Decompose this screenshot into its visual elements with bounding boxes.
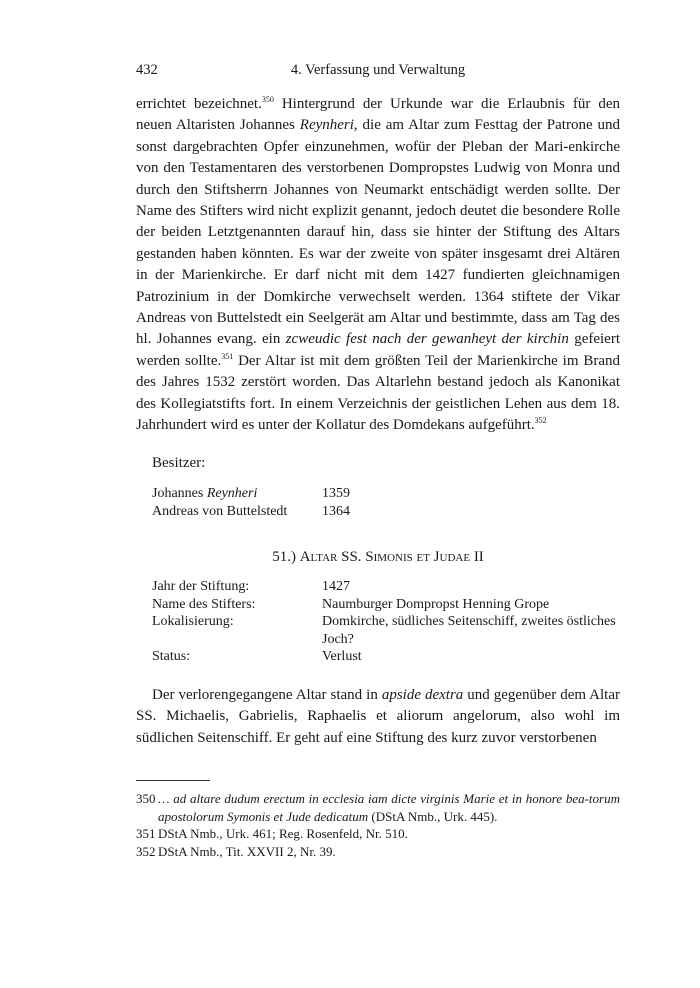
footnote-divider (136, 780, 210, 781)
text-run: , die am Altar zum Festtag der Patrone und sonst dargebrachten Opfer einzunehmen, wofür der Pleban der Mari-enkirche von den Testamentaren des verstorbenen Dompropstes Ludwig von Monra und durch den Stiftsherrn Johannes von Neumarkt entschädigt werden sollte. Der Name des Stifters wird nicht explizit genannt, jedoch deutet die besondere Rolle der beiden Letztgenannten darauf hin, dass sie hinter der Stiftung des Altars gestanden haben könnten. Es war der zweite von später insgesamt drei Altären in der Marienkirche. Er darf nicht mit dem 1427 fundierten gleichnamigen Patrozinium in der Domkirche verwechselt werden. 1364 stiftete der Vikar Andreas von Buttelstedt ein Seelgerät am Altar und bestimmte, dass am Tag des hl. Johannes evang. ein (136, 117, 620, 348)
footnote-351 (136, 825, 620, 843)
footnote-number: 352 (136, 843, 156, 859)
section-heading: 51.) Altar SS. Simonis et Judae II (272, 549, 484, 565)
meta-label: Jahr der Stiftung: (152, 579, 250, 594)
footnote-ref-350[interactable]: 350 (261, 95, 274, 104)
page-number: 432 (136, 62, 158, 78)
text-run: gefeiert werden sollte. (136, 331, 620, 369)
footnote-ref-351[interactable]: 351 (221, 351, 234, 361)
meta-label: Name des Stifters: (152, 596, 256, 612)
meta-row (152, 648, 620, 666)
owner-year: 1359 (322, 486, 350, 501)
owner-name: Johannes Reynheri (152, 486, 258, 501)
text-run: Hintergrund der Urkunde war die Erlaubnis für den neuen Altaristen Johannes (136, 96, 620, 134)
meta-row (152, 578, 620, 596)
meta-value: Naumburger Dompropst Henning Grope (322, 596, 550, 612)
italic-phrase: apside dextra (381, 687, 464, 703)
page-header (136, 62, 620, 82)
owner-row (152, 503, 350, 521)
footnote-352 (136, 843, 620, 861)
footnote-text: … ad altare dudum erectum in ecclesia iam dicte virginis Marie et in honore bea-torum apostolorum Symonis et Jude dedicatum (DStA Nmb., Urk. 445). (158, 791, 620, 824)
owners-heading: Besitzer: (152, 455, 206, 471)
meta-value: Verlust (322, 649, 362, 665)
meta-value: 1427 (322, 579, 350, 594)
meta-label: Status: (152, 649, 191, 665)
altar-metadata (152, 578, 620, 666)
text-run: errichtet bezeichnet. (136, 96, 262, 112)
owner-row (152, 485, 350, 503)
text-run: Der Altar ist mit dem größten Teil der Marienkirche im Brand des Jahres 1532 zerstört worden. Das Altarlehn bestand jedoch als Kanonikat des Kollegiatstifts fort. In einem Verzeichnis der geistlichen Lehen aus dem 18. Jahrhundert wird es unter der Kollatur des Domdekans aufgeführt. (136, 352, 621, 434)
owners-list (152, 485, 350, 521)
footnote-350 (136, 790, 620, 825)
italic-name: Reynheri (299, 117, 354, 134)
footnote-ref-352[interactable]: 352 (534, 416, 547, 426)
owner-year: 1364 (322, 504, 350, 519)
italic-quote: zcweudic fest nach der gewanheyt der kirchin (285, 331, 569, 348)
footnote-text: DStA Nmb., Tit. XXVII 2, Nr. 39. (158, 843, 336, 859)
main-paragraph (136, 94, 620, 437)
second-paragraph: Der verlorengegangene Altar stand in apside dextra und gegenüber dem Altar SS. Michaelis, Gabrielis, Raphaelis et aliorum angelorum, also wohl im südlichen Seitenschiff. Er geht auf eine Stiftung des kurz zuvor verstorbenen (136, 687, 620, 746)
footnote-text: DStA Nmb., Urk. 461; Reg. Rosenfeld, Nr. 510. (158, 826, 408, 841)
meta-row (152, 613, 620, 648)
meta-row (152, 596, 620, 614)
meta-value: Domkirche, südliches Seitenschiff, zweites östliches Joch? (322, 614, 616, 647)
footnote-number: 351 (136, 826, 156, 841)
owner-name: Andreas von Buttelstedt (152, 504, 288, 519)
footnotes (136, 790, 620, 860)
running-head: 4. Verfassung und Verwaltung (290, 62, 466, 78)
meta-label: Lokalisierung: (152, 614, 234, 630)
footnote-number: 350 (136, 791, 156, 806)
